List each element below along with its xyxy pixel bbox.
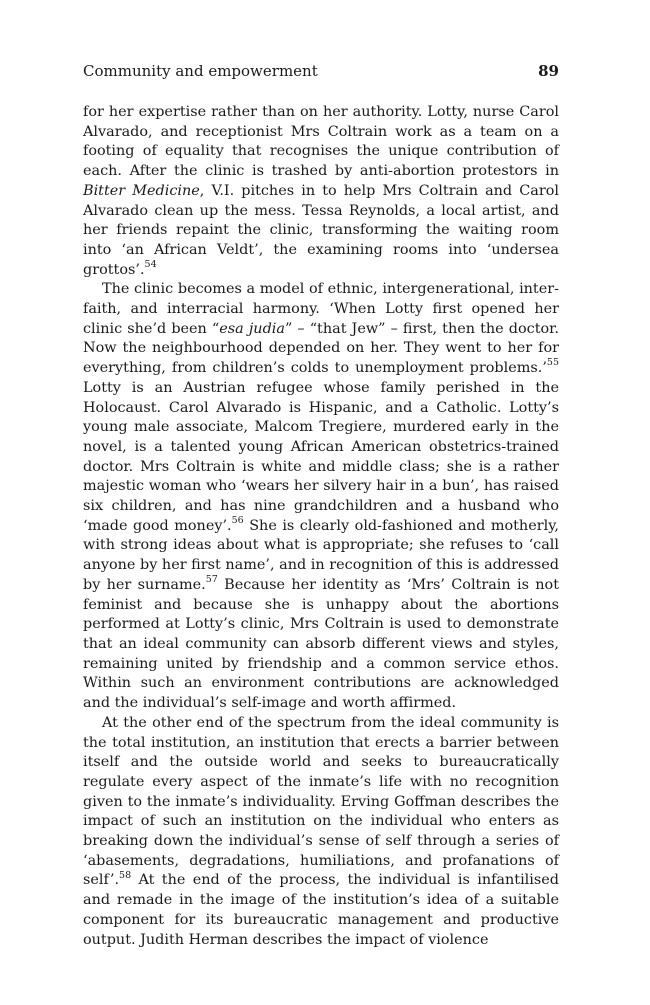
footnote-marker-57[interactable]: 57 [205,574,218,586]
paragraph-3 [83,714,559,950]
text-segment: Lotty is an Austrian refugee whose family perished in the Holocaust. Carol Alvarado is Hispanic, and a Catholic. Lotty’s young male associate, Malcom Tregiere, murdered early in the novel, is a talented young African American obstetrics-trained doctor. Mrs Coltrain is white and middle class; she is a rather majestic woman who ‘wears her silvery hair in a bun’, has raised six children, and has nine grandchildren and a husband who ‘made good money’. [83,379,559,534]
paragraph-2 [83,280,559,713]
footnote-marker-54[interactable]: 54 [144,258,157,270]
book-page [83,62,559,950]
text-segment: ” – “that Jew” – first, then the doctor. Now the neighbourhood depended on her. They went to her for everything, from children’s colds to unemployment problems.’ [83,320,560,377]
text-segment: At the end of the process, the individual is infantilised and remade in the image of the institution’s idea of a suitable component for its bureaucratic management and productive output. Judith Herman describes the impact of violence [83,872,559,948]
text-segment: for her expertise rather than on her authority. Lotty, nurse Carol Alvarado, and receptionist Mrs Coltrain work as a team on a footing of equality that recognises the unique contribution of each. After the clinic is trashed by anti-abortion protestors in [83,104,559,180]
text-segment: , V.I. pitches in to help Mrs Coltrain and Carol Alvarado clean up the mess. Tessa Reynolds, a local artist, and her friends repaint the clinic, transforming the waiting room into ‘an African Veldt’, the examining rooms into ‘undersea grottos’. [83,182,559,278]
text-segment: Because her identity as ‘Mrs’ Coltrain is not feminist and because she is unhappy about the abortions performed at Lotty’s clinic, Mrs Coltrain is used to demonstrate that an ideal community can absorb different views and styles, remaining united by friendship and a common service ethos. Within such an environment contributions are acknowledged and the individual’s self-image and worth affirmed. [83,576,559,712]
page-number: 89 [538,62,559,80]
text-segment: She is clearly old-fashioned and motherly, with strong ideas about what is appropriate; she refuses to ‘call anyone by her first name’, and in recognition of this is addressed by her surname. [83,517,559,593]
footnote-marker-56[interactable]: 56 [231,514,244,526]
text-segment: The clinic becomes a model of ethnic, intergenerational, interfaith, and interracial harmony. ‘When Lotty first opened her clinic she’d been “ [83,281,559,337]
text-segment: At the other end of the spectrum from the ideal community is the total institution, an institution that erects a barrier between itself and the outside world and seeks to bureaucratically regulate every aspect of the inmate’s life with no recognition given to the inmate’s individuality. Erving Goffman describes the impact of such an institution on the individual who enters as breaking down the individual’s sense of self through a series of ‘abasements, degradations, humiliations, and profanations of self’. [83,714,559,889]
book-title-italic: Bitter Medicine [83,182,200,199]
footnote-marker-58[interactable]: 58 [119,869,132,881]
foreign-phrase-italic: esa judia [219,320,285,337]
paragraph-1 [83,103,559,280]
running-header [83,62,559,84]
footnote-marker-55[interactable]: 55 [546,357,559,369]
running-title: Community and empowerment [83,62,318,80]
body-text [83,103,559,950]
